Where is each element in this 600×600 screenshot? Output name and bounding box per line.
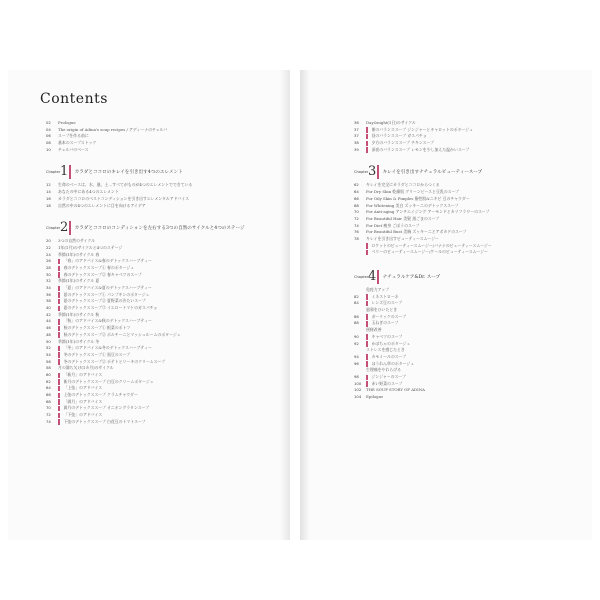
spacer [354, 153, 584, 161]
toc-accent-bar [58, 259, 60, 265]
toc-entry [354, 307, 584, 314]
toc-entry-text: 基本のスープストック [58, 140, 97, 146]
toc-page-number: 50 [46, 338, 51, 344]
toc-entry [46, 312, 282, 319]
chapter-title: ナチュラルケア&Dr. スープ [382, 274, 441, 280]
chapter-title: キレイを引き出すナチュラルビューティースープ [382, 169, 483, 175]
toc-page-number: 04 [46, 126, 51, 132]
toc-accent-bar [366, 341, 368, 347]
toc-entry-text: 「満月」のアドバイス [63, 398, 103, 404]
toc-entry [354, 387, 584, 394]
toc-entry [46, 285, 282, 292]
toc-entry-text: Epilogue [366, 394, 384, 399]
toc-page-number: 102 [354, 387, 362, 393]
toc-accent-bar [58, 419, 60, 425]
toc-entry-text: 春のデトックススープ① 春のポタージュ [63, 264, 135, 270]
toc-entry [46, 272, 282, 279]
toc-entry [354, 294, 584, 301]
toc-entry-text: 夏のデトックススープ② 夏野菜の冷たいスープ [63, 298, 146, 304]
toc-entry-text: 夕方のバランススープ チキンスープ [371, 140, 434, 146]
toc-accent-bar [58, 379, 60, 385]
toc-page-number: 38 [354, 140, 359, 146]
toc-entry-text: ジンジャーのスープ [371, 373, 406, 379]
toc-entry-text: Day&night(1日)のサイクル [366, 120, 416, 125]
toc-entry [46, 258, 282, 265]
toc-page-number: 37 [354, 126, 359, 132]
toc-entry [354, 147, 584, 154]
toc-entry [354, 223, 584, 230]
toc-entry [354, 320, 584, 327]
toc-entry [46, 365, 282, 372]
toc-page-number: 72 [354, 215, 359, 221]
toc-entry [354, 327, 584, 334]
toc-entry [46, 372, 282, 379]
toc-entry-text: 自然の中の4つのエレメントに目を向けるアイデア [58, 202, 146, 208]
toc-page-number: 70 [46, 405, 51, 411]
toc-page-number: 54 [46, 351, 51, 357]
chapter-accent-bar [69, 221, 71, 235]
toc-entry [354, 236, 584, 243]
chapter-title: カラダとココロのキレイを引き出す4つのエレメント [74, 169, 183, 175]
toc-accent-bar [366, 381, 368, 387]
toc-accent-bar [58, 286, 60, 292]
toc-entry [354, 127, 584, 134]
toc-page-number: 10 [46, 146, 51, 152]
spacer [46, 209, 282, 217]
chapter-heading [354, 269, 584, 284]
toc-entry [46, 405, 282, 412]
toc-entry-text: For Beautiful Bust 美胸 ズッキーニとアボカドのスープ [366, 229, 467, 235]
toc-entry [354, 314, 584, 321]
toc-entry [46, 292, 282, 299]
toc-entry-text: ロケットのビューティースムージー/バナナのビューティースムージー [371, 242, 492, 248]
toc-page-number: 38 [46, 298, 51, 304]
toc-entry [354, 334, 584, 341]
toc-accent-bar [58, 399, 60, 405]
toc-accent-bar [58, 266, 60, 272]
toc-entry-text: 「夏」のアドバイス&夏のデトックスハーブティー [63, 285, 152, 290]
toc-accent-bar [366, 321, 368, 327]
toc-page-number: 39 [354, 146, 359, 152]
chapter-heading [354, 164, 584, 179]
toc-accent-bar [58, 299, 60, 305]
toc-entry [354, 341, 584, 348]
toc-entry-text: 玉ねぎのスープ [371, 320, 399, 326]
toc-entry-text: キャベツのスープ [371, 333, 403, 339]
toc-entry-text: 季節(1年)のサイクル 夏 [58, 278, 100, 284]
toc-entry [354, 182, 584, 189]
toc-entry-text: ベリーのビューティースムージー/ケールのビューティースムージー [371, 249, 488, 255]
toc-accent-bar [58, 346, 60, 352]
toc-entry-text: あなたの中にある4つのエレメント [58, 189, 119, 195]
toc-accent-bar [58, 393, 60, 399]
toc-page-number: 36 [46, 291, 51, 297]
toc-page-number: 60 [46, 371, 51, 377]
toc-page-number: 46 [46, 325, 51, 331]
toc-page-number: 24 [46, 251, 51, 257]
toc-accent-bar [58, 319, 60, 325]
toc-entry-text: レンズ豆のスープ [371, 300, 403, 306]
toc-page-number: 32 [46, 278, 51, 284]
toc-entry-text: 秋のデトックススープ② ポルチーニとマッシュルームのポタージュ [63, 331, 181, 337]
toc-entry-text: 冬のデトックススープ② ポテトとリーキのクリームスープ [63, 358, 165, 364]
toc-page-number: 64 [354, 189, 359, 195]
toc-entry [354, 374, 584, 381]
toc-entry [354, 229, 584, 236]
toc-page-number: 48 [46, 331, 51, 337]
toc-entry [46, 352, 282, 359]
toc-entry [46, 265, 282, 272]
toc-page-number: 42 [46, 311, 51, 317]
toc-entry-text: 免疫力アップ [366, 287, 390, 292]
chapter-heading [46, 164, 282, 179]
toc-entry-text: 赤い野菜のスープ [371, 380, 403, 386]
toc-entry-text: Prologue [58, 120, 76, 125]
toc-page-number: 66 [46, 392, 51, 397]
toc-accent-bar [58, 292, 60, 298]
chapter-label: Chapter [354, 274, 369, 279]
toc-entry-text: 季節(1年)のサイクル 秋 [58, 311, 100, 317]
toc-entry [46, 133, 282, 140]
toc-entry-text: The origin of Adina's soup recipes / アディーナのチェルバ [58, 126, 168, 132]
toc-entry-text: 深夜のバランススープ レモンを少し加えた温かいスープ [371, 146, 470, 152]
toc-entry-text: ガーリックのスープ [371, 313, 406, 319]
toc-accent-bar [58, 272, 60, 278]
left-toc-column [46, 120, 282, 425]
toc-entry-text: 「下弦」のアドバイス [63, 412, 103, 418]
toc-entry [354, 354, 584, 361]
toc-entry-text: 「上弦」のアドバイス [63, 385, 103, 391]
page-gutter [290, 70, 300, 540]
toc-entry-text: For Beautiful Hair 美髪 黒ごまのスープ [366, 215, 440, 221]
toc-entry-text: 「冬」のアドバイス&冬のデトックスハーブティー [63, 345, 152, 351]
toc-entry [46, 245, 282, 252]
toc-page-number: 28 [46, 264, 51, 270]
toc-page-number: 68 [46, 398, 51, 404]
toc-entry-text: ミネストローネ [371, 293, 399, 299]
toc-entry-text: 季節(1年)のサイクル 冬 [58, 338, 100, 344]
toc-entry-text: 「秋」のアドバイス&秋のデトックスハーブティー [63, 318, 152, 324]
toc-page-number: 98 [354, 373, 359, 379]
toc-page-number: 62 [354, 182, 359, 188]
toc-entry [354, 140, 584, 147]
toc-entry-text: For Dry Skin 乾燥肌 グリーンピースと豆乳のスープ [366, 189, 459, 195]
toc-entry-text: 秋のデトックススープ① 根菜のポトフ [63, 325, 131, 331]
toc-page-number: 92 [354, 340, 359, 346]
toc-entry-text: 生命のベースは、水、風、土…すべてがものが4つのエレメントでできている [58, 182, 193, 188]
book-spread [0, 70, 600, 540]
toc-entry [46, 147, 282, 154]
toc-entry [46, 278, 282, 285]
toc-accent-bar [366, 134, 368, 140]
toc-page-number: 86 [354, 313, 359, 319]
toc-page-number: 16 [46, 195, 51, 201]
toc-accent-bar [366, 301, 368, 307]
toc-page-number: 100 [354, 380, 362, 386]
toc-entry-text: 夏のデトックススープ③ イエロートマトのガスパチョ [63, 305, 158, 311]
toc-entry-text: 朝のバランススープ ジンジャーとキャロットのポタージュ [371, 126, 473, 132]
toc-entry-text: 風邪をひいたとき [366, 307, 398, 313]
toc-page-number: 14 [46, 189, 51, 195]
chapter-number: 4 [368, 269, 377, 284]
toc-entry-text: 下弦のデトックススープ 白花豆のトマトスープ [63, 418, 146, 424]
chapter-title: カラダとココロのコンディションを左右する3つの自然のサイクルと4つのステージ [74, 225, 245, 231]
toc-page-number: 18 [46, 202, 51, 208]
toc-entry-text: ストレスを感じたとき [366, 347, 405, 353]
toc-entry [46, 305, 282, 312]
toc-entry-text: For Anti-aging アンチエイジング アーモンドとカリフラワーのスープ [366, 209, 490, 215]
toc-accent-bar [366, 250, 368, 256]
toc-entry [354, 203, 584, 210]
toc-accent-bar [366, 334, 368, 340]
toc-accent-bar [58, 332, 60, 338]
spacer [354, 256, 584, 266]
toc-entry-text: チェルバのベース [58, 146, 89, 152]
toc-accent-bar [58, 413, 60, 419]
toc-page-number: 74 [46, 418, 51, 424]
toc-entry [46, 298, 282, 305]
toc-page-number: 68 [354, 202, 359, 208]
chapter-accent-bar [69, 165, 71, 179]
chapter-label: Chapter [46, 225, 61, 230]
toc-accent-bar [366, 361, 368, 367]
page-title: Contents [40, 91, 108, 107]
chapter-number: 2 [60, 220, 69, 236]
toc-entry-text: かぼちゃのポタージュ [371, 340, 411, 346]
toc-entry [46, 252, 282, 259]
toc-entry-text: キレイを完全にカラダとココロからつくる [366, 182, 440, 188]
toc-page-number: 94 [354, 353, 359, 359]
toc-page-number: 70 [354, 209, 359, 215]
toc-page-number: 26 [46, 258, 51, 264]
toc-page-number: 52 [46, 345, 51, 351]
toc-page-number: 76 [354, 229, 359, 235]
toc-entry [46, 345, 282, 352]
toc-accent-bar [58, 326, 60, 332]
toc-page-number: 37 [354, 133, 359, 139]
toc-entry [354, 216, 584, 223]
toc-accent-bar [366, 375, 368, 381]
toc-accent-bar [366, 147, 368, 153]
toc-entry [354, 120, 584, 127]
toc-entry [354, 133, 584, 140]
toc-entry [46, 392, 282, 399]
chapter-heading [46, 220, 282, 235]
toc-entry-text: カモミールのスープ [371, 353, 407, 359]
toc-entry [46, 339, 282, 346]
toc-accent-bar [366, 294, 368, 300]
toc-page-number: 66 [354, 195, 359, 201]
toc-entry [354, 367, 584, 374]
toc-page-number: 06 [46, 133, 51, 139]
toc-page-number: 56 [46, 358, 51, 364]
toc-entry-text: 夏のデトックススープ① パンプキンのポタージュ [63, 291, 150, 297]
toc-entry [46, 238, 282, 245]
toc-entry-text: 春のデトックススープ② 春キャベツのスープ [63, 271, 142, 277]
toc-entry-text: 3つの自然のサイクル [58, 238, 96, 244]
toc-entry [354, 287, 584, 294]
right-toc-column [354, 120, 584, 401]
toc-entry [46, 325, 282, 332]
toc-page-number: 64 [46, 385, 51, 391]
toc-entry [46, 412, 282, 419]
toc-page-number: 84 [354, 300, 359, 306]
toc-accent-bar [58, 306, 60, 312]
toc-entry-text: 昼のバランススープ ガスパチョ [371, 133, 427, 139]
toc-entry [354, 381, 584, 388]
toc-entry-text: キレイを引き出すビューティースムージー [366, 235, 439, 241]
gutter-shadow-right [300, 70, 310, 540]
toc-entry-text: 「春」のアドバイス&春のデトックスハーブティー [63, 258, 152, 264]
toc-accent-bar [58, 406, 60, 412]
toc-page-number: 40 [46, 305, 51, 311]
toc-accent-bar [58, 386, 60, 392]
toc-entry-text: 「新月」のアドバイス [63, 371, 103, 377]
toc-page-number: 08 [46, 140, 51, 146]
toc-entry [46, 203, 282, 210]
toc-entry [46, 379, 282, 386]
toc-page-number: 96 [354, 360, 359, 366]
toc-entry [354, 189, 584, 196]
toc-accent-bar [366, 314, 368, 320]
toc-page-number: 34 [46, 285, 51, 290]
toc-entry [354, 209, 584, 216]
toc-entry [354, 347, 584, 354]
toc-entry [354, 300, 584, 307]
toc-entry-text: ほうれん草のポタージュ [371, 360, 415, 366]
toc-entry [46, 359, 282, 366]
toc-accent-bar [58, 359, 60, 365]
toc-entry [46, 318, 282, 325]
toc-entry-text: THE SOUP STORY OF ADINA [366, 387, 425, 393]
spacer [46, 153, 282, 161]
toc-accent-bar [366, 141, 368, 147]
toc-accent-bar [58, 352, 60, 358]
toc-entry [354, 394, 584, 401]
toc-page-number: 02 [46, 120, 51, 125]
toc-entry-text: For Whitening 美白 ズッキーニのデトックススープ [366, 202, 459, 208]
toc-entry [46, 140, 282, 147]
chapter-number: 1 [60, 164, 69, 180]
toc-entry [354, 196, 584, 203]
toc-page-number: 104 [354, 394, 362, 399]
toc-page-number: 12 [46, 182, 51, 188]
toc-accent-bar [58, 373, 60, 379]
toc-entry-text: 1年(1月)のサイクルと4つのステージ [58, 244, 123, 250]
toc-page-number: 22 [46, 244, 51, 250]
toc-entry [46, 196, 282, 203]
toc-accent-bar [366, 127, 368, 133]
toc-page-number: 88 [354, 320, 359, 326]
toc-entry-text: カラダとココロのベストコンディションを引き出すエレメンタルアドバイス [58, 195, 190, 201]
toc-page-number: 78 [354, 235, 359, 241]
toc-entry [46, 419, 282, 426]
toc-entry [354, 243, 584, 250]
toc-page-number: 36 [354, 120, 359, 125]
chapter-accent-bar [377, 165, 379, 179]
toc-entry-text: 生理痛をやわらげる [366, 367, 402, 373]
toc-entry-text: 便秘改善 [366, 327, 382, 333]
toc-page-number: 30 [46, 271, 51, 277]
toc-page-number: 20 [46, 238, 51, 244]
toc-page-number: 74 [354, 222, 359, 228]
toc-page-number: 58 [46, 365, 51, 371]
toc-entry [46, 385, 282, 392]
toc-accent-bar [366, 243, 368, 249]
toc-page-number: 90 [354, 333, 359, 339]
toc-entry-text: 冬のデトックススープ① 黒豆のスープ [63, 351, 130, 357]
toc-page-number: 62 [46, 378, 51, 384]
toc-entry-text: 新月のデトックススープ 白豆のクリームポタージュ [63, 378, 154, 384]
chapter-label: Chapter [354, 169, 369, 174]
toc-entry [46, 189, 282, 196]
toc-entry [354, 361, 584, 368]
toc-page-number: 82 [354, 293, 359, 299]
toc-entry [46, 120, 282, 127]
toc-entry [46, 182, 282, 189]
toc-page-number: 72 [46, 412, 51, 418]
toc-entry [46, 332, 282, 339]
toc-entry-text: 上弦のデトックススープ クラムチャウダー [63, 392, 138, 397]
chapter-accent-bar [377, 270, 379, 284]
toc-entry-text: For Oily Skin & Pimples 脂性肌&ニキビ 豆のチャウダー [366, 195, 470, 201]
toc-entry [46, 127, 282, 134]
chapter-number: 3 [368, 164, 377, 180]
toc-entry-text: 満月のデトックススープ オニオングラタンスープ [63, 405, 150, 411]
toc-page-number: 44 [46, 318, 51, 324]
chapter-label: Chapter [46, 169, 61, 174]
toc-entry-text: For Diet 痩身 ごぼうのスープ [366, 222, 420, 228]
toc-entry-text: 月の満ち欠け(1カ月)のサイクル [58, 365, 114, 371]
toc-entry-text: 季節(1年)のサイクル 春 [58, 251, 100, 257]
toc-entry [46, 399, 282, 406]
toc-entry-text: スープを作る前に [58, 133, 89, 139]
toc-entry [354, 249, 584, 256]
toc-accent-bar [366, 354, 368, 360]
